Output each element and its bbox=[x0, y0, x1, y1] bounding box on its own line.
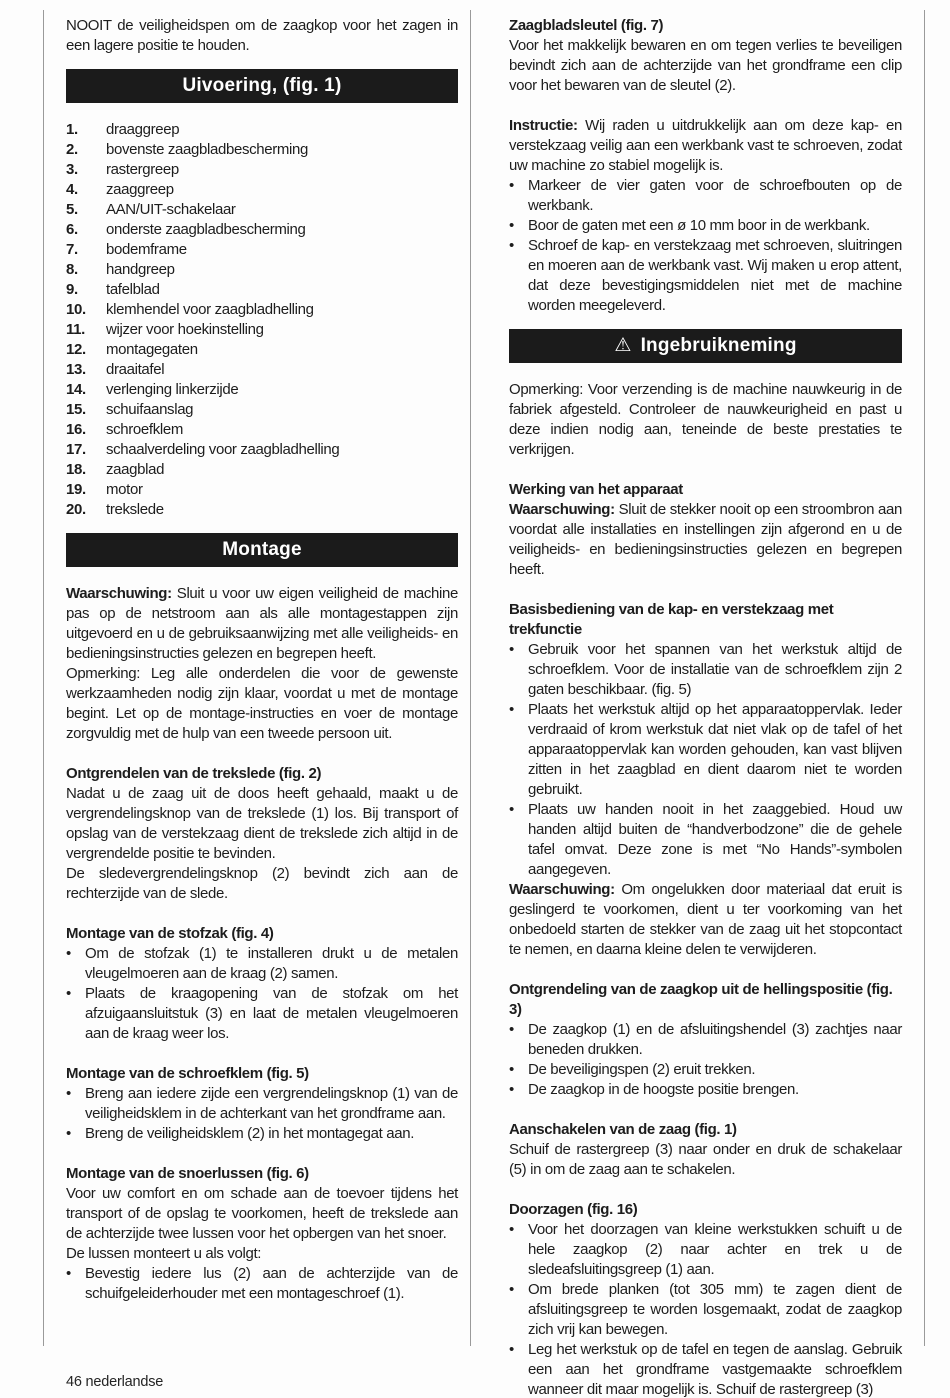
list-item-label: wijzer voor hoekinstelling bbox=[106, 321, 264, 338]
bullet-list bbox=[66, 1084, 458, 1144]
list-item bbox=[66, 200, 458, 220]
list-item bbox=[66, 400, 458, 420]
list-item-label: bodemframe bbox=[106, 241, 187, 258]
bullet-item bbox=[509, 1020, 902, 1060]
list-item-number: 6. bbox=[66, 221, 78, 238]
bullet-text: Markeer de vier gaten voor de schroefbouten op de werkbank. bbox=[528, 177, 902, 214]
numbered-list bbox=[66, 120, 458, 520]
bullet-item bbox=[509, 1280, 902, 1340]
bullet-item bbox=[66, 984, 458, 1044]
section-gap bbox=[66, 1044, 458, 1064]
section-heading: Werking van het apparaat bbox=[509, 481, 683, 498]
list-item bbox=[66, 260, 458, 280]
paragraph: NOOIT de veiligheidspen om de zaagkop voor het zagen in een lagere positie te houden. bbox=[66, 17, 458, 54]
section-header-bar bbox=[66, 69, 458, 103]
list-item bbox=[66, 160, 458, 180]
list-item-number: 1. bbox=[66, 121, 78, 138]
left-column bbox=[66, 16, 458, 1304]
bullet-list bbox=[66, 944, 458, 1044]
bullet-icon: • bbox=[509, 1281, 514, 1298]
bullet-text: Plaats de kraagopening van de stofzak om het afzuigaansluitstuk (3) en laat de metalen vleugelmoeren aan de kraag weer los. bbox=[85, 985, 458, 1042]
list-item-number: 19. bbox=[66, 481, 86, 498]
bullet-item bbox=[509, 1080, 902, 1100]
warning-icon: ⚠ bbox=[614, 335, 632, 356]
bullet-item bbox=[66, 1124, 458, 1144]
bullet-icon: • bbox=[509, 701, 514, 718]
bullet-icon: • bbox=[66, 985, 71, 1002]
bullet-item bbox=[509, 176, 902, 216]
list-item-number: 12. bbox=[66, 341, 86, 358]
bullet-text: Leg het werkstuk op de tafel en tegen de aanslag. Gebruik een aan het grondframe vastgemaakte schroefklem wanneer dit maar mogelijk is. Schuif de rastergreep (3) bbox=[528, 1341, 902, 1398]
section-gap bbox=[66, 1144, 458, 1164]
bullet-item bbox=[509, 640, 902, 700]
page-footer: 46 nederlandse bbox=[66, 1374, 164, 1390]
bullet-item bbox=[509, 1060, 902, 1080]
list-item bbox=[66, 460, 458, 480]
list-item bbox=[66, 340, 458, 360]
section-gap bbox=[509, 1180, 902, 1200]
list-item-label: verlenging linkerzijde bbox=[106, 381, 239, 398]
bullet-list bbox=[66, 1264, 458, 1304]
bullet-text: Schroef de kap- en verstekzaag met schroeven, sluitringen en moeren aan de werkbank vast. Wij maken u erop attent, dat deze bevestigingsmiddelen niet met de machine worden meegeleverd. bbox=[528, 237, 902, 314]
list-item-label: tafelblad bbox=[106, 281, 160, 298]
list-item bbox=[66, 440, 458, 460]
bullet-text: Plaats het werkstuk altijd op het apparaatoppervlak. Ieder verdraaid of krom werkstuk dat niet vlak op de tafel of het apparaatoppervlak kan worden gehouden, kan vast blijven zitten in het zaagblad en dient daarom niet te worden gebruikt. bbox=[528, 701, 902, 798]
list-item bbox=[66, 140, 458, 160]
section-heading: Montage van de snoerlussen (fig. 6) bbox=[66, 1165, 309, 1182]
bullet-item bbox=[509, 800, 902, 880]
list-item-number: 2. bbox=[66, 141, 78, 158]
bullet-text: Gebruik voor het spannen van het werkstuk altijd de schroefklem. Voor de installatie van de schroefklem zijn 2 gaten beschikbaar. (fig. 5) bbox=[528, 641, 902, 698]
paragraph: Opmerking: Voor verzending is de machine nauwkeurig in de fabriek afgesteld. Controleer de nauwkeurigheid en past u deze indien nodig aan, teneinde de beste prestaties te verkrijgen. bbox=[509, 381, 902, 458]
section-gap bbox=[509, 960, 902, 980]
bullet-icon: • bbox=[509, 177, 514, 194]
list-item bbox=[66, 300, 458, 320]
section-heading: Ontgrendelen van de trekslede (fig. 2) bbox=[66, 765, 322, 782]
list-item bbox=[66, 120, 458, 140]
paragraph: Nadat u de zaag uit de doos heeft gehaald, maakt u de vergrendelingsknop van de trekslede (1) los. Bij transport of opslag van de verstekzaag dient de trekslede zich altijd in de vergrendelde positie te bevinden. bbox=[66, 785, 458, 862]
bullet-list bbox=[509, 1220, 902, 1398]
bullet-item bbox=[509, 236, 902, 316]
section-gap bbox=[509, 580, 902, 600]
list-item-label: schroefklem bbox=[106, 421, 184, 438]
bullet-icon: • bbox=[509, 217, 514, 234]
list-item bbox=[66, 320, 458, 340]
bullet-text: Om brede planken (tot 305 mm) te zagen dient de afsluitingsgreep te worden losgemaakt, zodat de zaagkop zich vrij kan bewegen. bbox=[528, 1281, 902, 1338]
section-heading: Zaagbladsleutel (fig. 7) bbox=[509, 17, 664, 34]
bullet-text: Breng aan iedere zijde een vergrendelingsknop (1) van de veiligheidsklem in de achterkant van het grondframe aan. bbox=[85, 1085, 458, 1122]
section-heading: Montage van de stofzak (fig. 4) bbox=[66, 925, 274, 942]
paragraph: Opmerking: Leg alle onderdelen die voor de gewenste werkzaamheden nodig zijn klaar, voordat u met de montage begint. Let op de montage-instructies en voer de montage zorgvuldig met de hulp van een tweede persoon uit. bbox=[66, 665, 458, 742]
bullet-text: De zaagkop in de hoogste positie brengen. bbox=[528, 1081, 799, 1098]
right-column bbox=[509, 16, 902, 1398]
bullet-text: Boor de gaten met een ø 10 mm boor in de werkbank. bbox=[528, 217, 870, 234]
list-item bbox=[66, 280, 458, 300]
list-item bbox=[66, 240, 458, 260]
list-item bbox=[66, 420, 458, 440]
bullet-icon: • bbox=[509, 1081, 514, 1098]
bullet-text: Breng de veiligheidsklem (2) in het montagegat aan. bbox=[85, 1125, 415, 1142]
bullet-icon: • bbox=[509, 641, 514, 658]
list-item-number: 14. bbox=[66, 381, 86, 398]
section-heading: Doorzagen (fig. 16) bbox=[509, 1201, 638, 1218]
bullet-item bbox=[509, 216, 902, 236]
paragraph: Instructie: Wij raden u uitdrukkelijk aan om deze kap- en verstekzaag veilig aan een werkbank vast te schroeven, zodat uw machine zo stabiel mogelijk is. bbox=[509, 117, 902, 174]
list-item-label: handgreep bbox=[106, 261, 175, 278]
bullet-text: De zaagkop (1) en de afsluitingshendel (3) zachtjes naar beneden drukken. bbox=[528, 1021, 902, 1058]
bullet-icon: • bbox=[509, 237, 514, 254]
bullet-icon: • bbox=[509, 1061, 514, 1078]
paragraph: Waarschuwing: Sluit de stekker nooit op een stroombron aan voordat alle installaties en instellingen zijn afgerond en u de veiligheids- en bedieningsinstructies gelezen en begrepen heeft. bbox=[509, 501, 902, 578]
bullet-icon: • bbox=[509, 1341, 514, 1358]
section-gap bbox=[509, 96, 902, 116]
column-rule-left bbox=[43, 10, 44, 1346]
bullet-icon: • bbox=[66, 1085, 71, 1102]
column-rule-center bbox=[470, 10, 471, 1346]
section-heading: Montage van de schroefklem (fig. 5) bbox=[66, 1065, 309, 1082]
section-heading: Aanschakelen van de zaag (fig. 1) bbox=[509, 1121, 737, 1138]
section-header-label: Uivoering, (fig. 1) bbox=[182, 75, 342, 96]
section-header-bar bbox=[66, 533, 458, 567]
bullet-item bbox=[509, 1340, 902, 1398]
list-item-label: montagegaten bbox=[106, 341, 198, 358]
bullet-item bbox=[66, 1084, 458, 1124]
list-item-number: 13. bbox=[66, 361, 86, 378]
list-item-number: 10. bbox=[66, 301, 86, 318]
list-item-label: onderste zaagbladbescherming bbox=[106, 221, 306, 238]
list-item-number: 15. bbox=[66, 401, 86, 418]
bullet-list bbox=[509, 1020, 902, 1100]
paragraph: Voor uw comfort en om schade aan de toevoer tijdens het transport of de opslag te voorkomen, heeft de trekslede aan de achterzijde twee lussen voor het opbergen van het snoer. bbox=[66, 1185, 458, 1242]
section-header-label: Ingebruikneming bbox=[640, 335, 797, 356]
paragraph: Schuif de rastergreep (3) naar onder en druk de schakelaar (5) in om de zaag aan te schakelen. bbox=[509, 1141, 902, 1178]
bullet-text: Plaats uw handen nooit in het zaaggebied. Houd uw handen altijd buiten de “handverbodzone” die de gehele tafel omvat. Deze zone is met “No Hands”-symbolen aangegeven. bbox=[528, 801, 902, 878]
list-item-label: motor bbox=[106, 481, 143, 498]
list-item-number: 7. bbox=[66, 241, 78, 258]
paragraph: Waarschuwing: Om ongelukken door materiaal dat eruit is geslingerd te voorkomen, dient u ter voorkoming van het onbedoeld starten de stekker van de zaag uit het stopcontact te nemen, en daarna kleine delen te verwijderen. bbox=[509, 881, 902, 958]
section-heading: Ontgrendeling van de zaagkop uit de hellingspositie (fig. 3) bbox=[509, 981, 893, 1018]
list-item bbox=[66, 500, 458, 520]
list-item bbox=[66, 480, 458, 500]
list-item-label: zaagblad bbox=[106, 461, 165, 478]
list-item-number: 4. bbox=[66, 181, 78, 198]
list-item-number: 16. bbox=[66, 421, 86, 438]
list-item-number: 18. bbox=[66, 461, 86, 478]
bullet-text: Om de stofzak (1) te installeren drukt u de metalen vleugelmoeren aan de kraag (2) samen. bbox=[85, 945, 458, 982]
paragraph: Waarschuwing: Sluit u voor uw eigen veiligheid de machine pas op de netstroom aan als alle montagestappen zijn uitgevoerd en u de gebruiksaanwijzing met alle veiligheids- en bedieningsinstructies gelezen en begrepen heeft. bbox=[66, 585, 458, 662]
bullet-text: Bevestig iedere lus (2) aan de achterzijde van de schuifgeleiderhouder met een montageschroef (1). bbox=[85, 1265, 458, 1302]
list-item-number: 5. bbox=[66, 201, 78, 218]
list-item-label: klemhendel voor zaagbladhelling bbox=[106, 301, 314, 318]
section-heading: Basisbediening van de kap- en verstekzaag met trekfunctie bbox=[509, 601, 834, 638]
list-item bbox=[66, 220, 458, 240]
list-item-number: 20. bbox=[66, 501, 86, 518]
list-item bbox=[66, 380, 458, 400]
list-item-label: zaaggreep bbox=[106, 181, 174, 198]
bullet-item bbox=[66, 1264, 458, 1304]
list-item-label: bovenste zaagbladbescherming bbox=[106, 141, 309, 158]
paragraph: Voor het makkelijk bewaren en om tegen verlies te beveiligen bevindt zich aan de achterzijde van het grondframe een clip voor het bewaren van de sleutel (2). bbox=[509, 37, 902, 94]
section-header-bar bbox=[509, 329, 902, 363]
section-gap bbox=[509, 1100, 902, 1120]
list-item-number: 17. bbox=[66, 441, 86, 458]
list-item-label: schaalverdeling voor zaagbladhelling bbox=[106, 441, 340, 458]
bullet-icon: • bbox=[66, 1125, 71, 1142]
bullet-icon: • bbox=[66, 1265, 71, 1282]
bullet-item bbox=[509, 1220, 902, 1280]
list-item-number: 3. bbox=[66, 161, 78, 178]
list-item bbox=[66, 180, 458, 200]
bullet-list bbox=[509, 640, 902, 880]
paragraph: De sledevergrendelingsknop (2) bevindt zich aan de rechterzijde van de slede. bbox=[66, 865, 458, 902]
paragraph: De lussen monteert u als volgt: bbox=[66, 1245, 262, 1262]
list-item-label: draaggreep bbox=[106, 121, 180, 138]
list-item-label: AAN/UIT-schakelaar bbox=[106, 201, 236, 218]
list-item-number: 9. bbox=[66, 281, 78, 298]
column-rule-right bbox=[924, 10, 925, 1346]
bullet-item bbox=[509, 700, 902, 800]
bullet-icon: • bbox=[509, 1221, 514, 1238]
list-item-label: rastergreep bbox=[106, 161, 179, 178]
bullet-list bbox=[509, 176, 902, 316]
list-item-label: trekslede bbox=[106, 501, 164, 518]
bullet-icon: • bbox=[509, 1021, 514, 1038]
list-item-number: 8. bbox=[66, 261, 78, 278]
bullet-icon: • bbox=[66, 945, 71, 962]
section-header-label: Montage bbox=[222, 539, 302, 560]
section-gap bbox=[509, 460, 902, 480]
list-item-label: draaitafel bbox=[106, 361, 165, 378]
bullet-text: Voor het doorzagen van kleine werkstukken schuift u de hele zaagkop (2) naar achter en trek u de sledeafsluitingsgreep (1) aan. bbox=[528, 1221, 902, 1278]
bullet-icon: • bbox=[509, 801, 514, 818]
section-gap bbox=[66, 744, 458, 764]
list-item-label: schuifaanslag bbox=[106, 401, 194, 418]
bullet-text: De beveiligingspen (2) eruit trekken. bbox=[528, 1061, 756, 1078]
list-item bbox=[66, 360, 458, 380]
list-item-number: 11. bbox=[66, 321, 85, 338]
section-gap bbox=[66, 904, 458, 924]
bullet-item bbox=[66, 944, 458, 984]
